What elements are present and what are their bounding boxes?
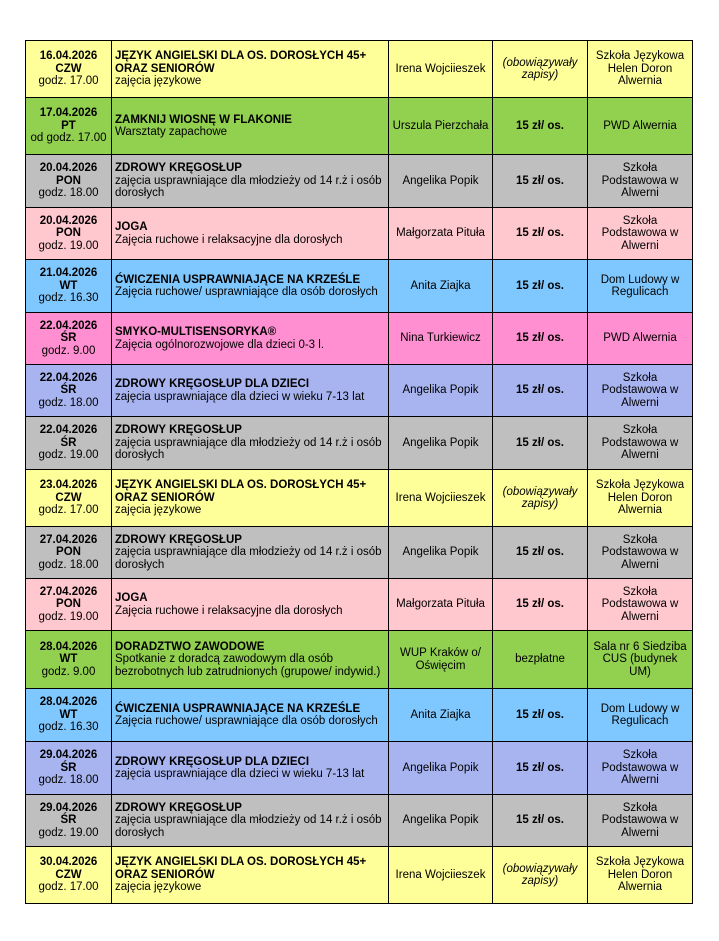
event-description: Zajęcia ruchowe i relaksacyjne dla dorosłych: [115, 233, 343, 246]
event-title: ZDROWY KRĘGOSŁUP: [115, 162, 242, 175]
event-price: 15 zł/ os.: [493, 313, 588, 365]
event-description: zajęcia językowe: [115, 75, 202, 88]
event-title: ZDROWY KRĘGOSŁUP DLA DZIECI: [115, 755, 310, 768]
event-title: ĆWICZENIA USPRAWNIAJĄCE NA KRZEŚLE: [115, 273, 361, 286]
event-title-cell: [112, 417, 389, 470]
event-weekday: PON: [56, 227, 81, 240]
event-price: 15 zł/ os.: [493, 208, 588, 260]
event-time: godz. 19.00: [38, 239, 99, 252]
event-location: Dom Ludowy w Regulicach: [588, 689, 693, 742]
event-instructor: Nina Turkiewicz: [389, 313, 493, 365]
event-description: Zajęcia ruchowe i relaksacyjne dla dorosłych: [115, 604, 343, 617]
event-instructor: Irena Wojciieszek: [389, 41, 493, 98]
event-time: od godz. 17.00: [30, 132, 107, 145]
event-description: Zajęcia ruchowe/ usprawniające dla osób dorosłych: [115, 715, 378, 727]
event-instructor: Urszula Pierzchała: [389, 98, 493, 155]
event-description: zajęcia usprawniające dla młodzieży od 14 r.ż i osób dorosłych: [115, 814, 382, 839]
event-instructor: Małgorzata Pituła: [389, 208, 493, 260]
event-instructor: Angelika Popik: [389, 527, 493, 579]
event-location: Szkoła Językowa Helen Doron Alwernia: [588, 470, 693, 527]
event-price: 15 zł/ os.: [493, 417, 588, 470]
event-time: godz. 18.00: [38, 558, 99, 571]
event-location: Szkoła Podstawowa w Alwerni: [588, 742, 693, 795]
event-description: Spotkanie z doradcą zawodowym dla osób bezrobotnych lub zatrudnionych (grupowe/ indywid.): [115, 653, 381, 678]
event-weekday: CZW: [55, 62, 82, 75]
event-weekday: PT: [61, 119, 76, 132]
event-title-cell: [112, 313, 389, 365]
table-row: [26, 631, 693, 689]
event-price: 15 zł/ os.: [493, 365, 588, 417]
event-description: Warsztaty zapachowe: [115, 126, 228, 138]
table-row: [26, 417, 693, 470]
event-date-cell: [26, 313, 112, 365]
event-date: 28.04.2026: [39, 696, 98, 709]
event-date: 29.04.2026: [39, 749, 98, 762]
event-date: 17.04.2026: [39, 107, 98, 120]
event-date-cell: [26, 847, 112, 904]
table-row: [26, 313, 693, 365]
event-price: 15 zł/ os.: [493, 742, 588, 795]
event-date-cell: [26, 742, 112, 795]
table-row: [26, 98, 693, 155]
event-title: JOGA: [115, 221, 148, 233]
event-title: JOGA: [115, 592, 148, 604]
event-time: godz. 19.00: [38, 826, 99, 839]
table-row: [26, 742, 693, 795]
event-date: 16.04.2026: [39, 50, 98, 63]
event-time: godz. 18.00: [38, 774, 99, 787]
event-title-cell: [112, 795, 389, 847]
event-time: godz. 18.00: [38, 396, 99, 409]
event-date-cell: [26, 98, 112, 155]
event-price: (obowiązywały zapisy): [493, 847, 588, 904]
event-date: 28.04.2026: [39, 640, 98, 653]
event-date: 27.04.2026: [39, 533, 98, 546]
event-location: Szkoła Językowa Helen Doron Alwernia: [588, 41, 693, 98]
event-date-cell: [26, 365, 112, 417]
table-row: [26, 795, 693, 847]
table-row: [26, 208, 693, 260]
event-date-cell: [26, 795, 112, 847]
event-weekday: PON: [56, 598, 81, 611]
event-title-cell: [112, 208, 389, 260]
event-price: (obowiązywały zapisy): [493, 41, 588, 98]
event-instructor: Angelika Popik: [389, 742, 493, 795]
event-instructor: Anita Ziajka: [389, 260, 493, 313]
event-time: godz. 18.00: [38, 187, 99, 200]
event-date: 22.04.2026: [39, 319, 98, 332]
event-weekday: ŚR: [60, 436, 77, 449]
event-location: Dom Ludowy w Regulicach: [588, 260, 693, 313]
event-date-cell: [26, 417, 112, 470]
event-description: zajęcia usprawniające dla dzieci w wieku 7-13 lat: [115, 768, 365, 780]
event-price: (obowiązywały zapisy): [493, 470, 588, 527]
event-price: 15 zł/ os.: [493, 98, 588, 155]
event-title-cell: [112, 98, 389, 155]
event-weekday: ŚR: [60, 384, 77, 397]
event-location: Szkoła Podstawowa w Alwerni: [588, 417, 693, 470]
event-weekday: CZW: [55, 868, 82, 881]
event-date-cell: [26, 527, 112, 579]
event-description: Zajęcia ruchowe/ usprawniające dla osób dorosłych: [115, 286, 378, 298]
event-time: godz. 19.00: [38, 610, 99, 623]
event-title: JĘZYK ANGIELSKI DLA OS. DOROSŁYCH 45+ ORAZ SENIORÓW: [115, 479, 367, 504]
event-time: godz. 9.00: [41, 344, 96, 357]
event-instructor: Małgorzata Pituła: [389, 579, 493, 631]
event-date: 20.04.2026: [39, 162, 98, 175]
event-title-cell: [112, 631, 389, 689]
table-row: [26, 260, 693, 313]
event-date-cell: [26, 689, 112, 742]
event-instructor: Angelika Popik: [389, 155, 493, 208]
event-weekday: CZW: [55, 491, 82, 504]
event-date-cell: [26, 155, 112, 208]
event-price: 15 zł/ os.: [493, 260, 588, 313]
event-description: Zajęcia ogólnorozwojowe dla dzieci 0-3 l.: [115, 338, 325, 351]
event-time: godz. 17.00: [38, 504, 99, 517]
event-location: Szkoła Podstawowa w Alwerni: [588, 365, 693, 417]
event-date: 27.04.2026: [39, 585, 98, 598]
event-date: 30.04.2026: [39, 856, 98, 869]
event-description: zajęcia usprawniające dla młodzieży od 14 r.ż i osób dorosłych: [115, 174, 382, 200]
event-time: godz. 16.30: [38, 721, 99, 734]
table-row: [26, 689, 693, 742]
event-title-cell: [112, 365, 389, 417]
event-title: JĘZYK ANGIELSKI DLA OS. DOROSŁYCH 45+ ORAZ SENIORÓW: [115, 856, 367, 881]
event-title-cell: [112, 742, 389, 795]
event-description: zajęcia usprawniające dla dzieci w wieku 7-13 lat: [115, 390, 365, 403]
event-price: 15 zł/ os.: [493, 155, 588, 208]
event-instructor: Angelika Popik: [389, 365, 493, 417]
event-title-cell: [112, 260, 389, 313]
event-weekday: WT: [59, 708, 78, 721]
event-title: ZDROWY KRĘGOSŁUP DLA DZIECI: [115, 378, 310, 390]
event-instructor: Angelika Popik: [389, 417, 493, 470]
event-date: 22.04.2026: [39, 371, 98, 384]
event-location: Szkoła Podstawowa w Alwerni: [588, 579, 693, 631]
event-price: 15 zł/ os.: [493, 579, 588, 631]
table-row: [26, 847, 693, 904]
event-title-cell: [112, 155, 389, 208]
event-time: godz. 19.00: [38, 449, 99, 462]
event-location: Szkoła Podstawowa w Alwerni: [588, 795, 693, 847]
table-row: [26, 470, 693, 527]
event-title-cell: [112, 527, 389, 579]
event-instructor: Irena Wojciieszek: [389, 847, 493, 904]
event-description: zajęcia usprawniające dla młodzieży od 14 r.ż i osób dorosłych: [115, 546, 382, 571]
event-instructor: Anita Ziajka: [389, 689, 493, 742]
event-date: 23.04.2026: [39, 479, 98, 492]
event-date-cell: [26, 579, 112, 631]
event-price: 15 zł/ os.: [493, 795, 588, 847]
event-weekday: ŚR: [60, 761, 77, 774]
event-date: 21.04.2026: [39, 267, 98, 280]
table-row: [26, 41, 693, 98]
event-date-cell: [26, 470, 112, 527]
event-title: ZDROWY KRĘGOSŁUP: [115, 533, 242, 546]
event-location: Szkoła Podstawowa w Alwerni: [588, 527, 693, 579]
event-description: zajęcia językowe: [115, 881, 202, 894]
event-title-cell: [112, 689, 389, 742]
event-time: godz. 17.00: [38, 75, 99, 88]
event-weekday: WT: [59, 653, 78, 666]
event-location: Szkoła Podstawowa w Alwerni: [588, 208, 693, 260]
event-title: ZDROWY KRĘGOSŁUP: [115, 424, 242, 437]
event-description: zajęcia językowe: [115, 504, 202, 517]
event-date-cell: [26, 631, 112, 689]
event-time: godz. 9.00: [41, 665, 96, 678]
event-location: PWD Alwernia: [588, 313, 693, 365]
event-title: ĆWICZENIA USPRAWNIAJĄCE NA KRZEŚLE: [115, 702, 361, 715]
schedule-body: [26, 41, 693, 904]
event-weekday: PON: [56, 174, 81, 187]
event-instructor: Angelika Popik: [389, 795, 493, 847]
event-location: PWD Alwernia: [588, 98, 693, 155]
table-row: [26, 527, 693, 579]
event-price: 15 zł/ os.: [493, 689, 588, 742]
event-date: 20.04.2026: [39, 214, 98, 227]
event-title-cell: [112, 579, 389, 631]
event-weekday: WT: [59, 279, 78, 292]
table-row: [26, 579, 693, 631]
event-location: Szkoła Podstawowa w Alwerni: [588, 155, 693, 208]
event-date-cell: [26, 208, 112, 260]
event-title: SMYKO-MULTISENSORYKA®: [115, 326, 277, 338]
event-weekday: ŚR: [60, 814, 77, 827]
event-date-cell: [26, 260, 112, 313]
event-title: ZDROWY KRĘGOSŁUP: [115, 801, 242, 814]
event-time: godz. 17.00: [38, 881, 99, 894]
event-weekday: PON: [56, 546, 81, 559]
event-description: zajęcia usprawniające dla młodzieży od 14 r.ż i osób dorosłych: [115, 436, 382, 462]
event-title: ZAMKNIJ WIOSNĘ W FLAKONIE: [115, 113, 292, 126]
event-title-cell: [112, 470, 389, 527]
event-price: 15 zł/ os.: [493, 527, 588, 579]
event-date: 22.04.2026: [39, 424, 98, 437]
schedule-table: [25, 40, 693, 904]
table-row: [26, 365, 693, 417]
event-price: bezpłatne: [493, 631, 588, 689]
event-location: Szkoła Językowa Helen Doron Alwernia: [588, 847, 693, 904]
table-row: [26, 155, 693, 208]
event-time: godz. 16.30: [38, 292, 99, 305]
event-date: 29.04.2026: [39, 801, 98, 814]
event-title: DORADZTWO ZAWODOWE: [115, 640, 265, 653]
event-instructor: Irena Wojciieszek: [389, 470, 493, 527]
event-date-cell: [26, 41, 112, 98]
event-title-cell: [112, 41, 389, 98]
event-weekday: ŚR: [60, 332, 77, 345]
event-instructor: WUP Kraków o/ Oświęcim: [389, 631, 493, 689]
event-title: JĘZYK ANGIELSKI DLA OS. DOROSŁYCH 45+ ORAZ SENIORÓW: [115, 50, 367, 75]
event-location: Sala nr 6 Siedziba CUS (budynek UM): [588, 631, 693, 689]
event-title-cell: [112, 847, 389, 904]
